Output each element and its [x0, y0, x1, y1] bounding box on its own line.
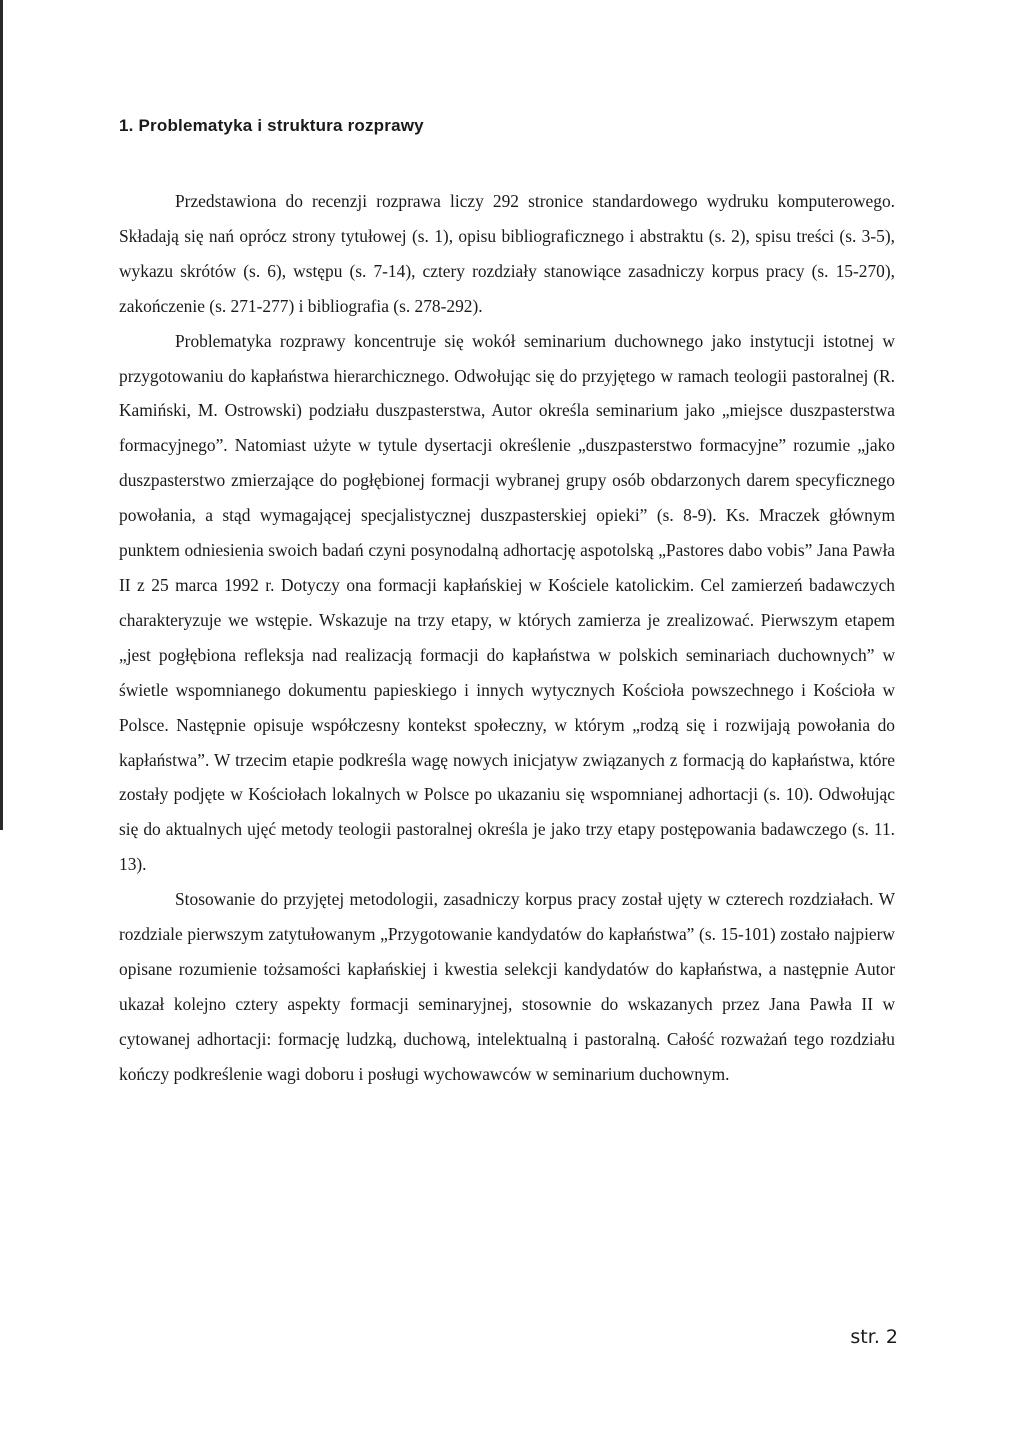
scan-edge: [0, 0, 3, 830]
page-number: str. 2: [850, 1326, 898, 1348]
body-text: [119, 184, 895, 1092]
paragraph-methodology: Stosowanie do przyjętej metodologii, zasadniczy korpus pracy został ujęty w czterech rozdziałach. W rozdziale pierwszym zatytułowanym „Przygotowanie kandydatów do kapłaństwa” (s. 15-101) zostało najpierw opisane rozumienie tożsamości kapłańskiej i kwestia selekcji kandydatów do kapłaństwa, a następnie Autor ukazał kolejno cztery aspekty formacji seminaryjnej, stosownie do wskazanych przez Jana Pawła II w cytowanej adhortacji: formację ludzką, duchową, intelektualną i pastoralną. Całość rozważań tego rozdziału kończy podkreślenie wagi doboru i posługi wychowawców w seminarium duchownym.: [119, 889, 895, 1084]
section-heading: 1. Problematyka i struktura rozprawy: [119, 116, 424, 135]
paragraph-structure: Przedstawiona do recenzji rozprawa liczy 292 stronice standardowego wydruku komputerowego. Składają się nań oprócz strony tytułowej (s. 1), opisu bibliograficznego i abstraktu (s. 2), spisu treści (s. 3-5), wykazu skrótów (s. 6), wstępu (s. 7-14), cztery rozdziały stanowiące zasadniczy korpus pracy (s. 15-270), zakończenie (s. 271-277) i bibliografia (s. 278-292).: [119, 191, 895, 316]
paragraph-problematics: Problematyka rozprawy koncentruje się wokół seminarium duchownego jako instytucji istotnej w przygotowaniu do kapłaństwa hierarchicznego. Odwołując się do przyjętego w ramach teologii pastoralnej (R. Kamiński, M. Ostrowski) podziału duszpasterstwa, Autor określa seminarium jako „miejsce duszpasterstwa formacyjnego”. Natomiast użyte w tytule dysertacji określenie „duszpasterstwo formacyjne” rozumie „jako duszpasterstwo zmierzające do pogłębionej formacji wybranej grupy osób obdarzonych darem specyficznego powołania, a stąd wymagającej specjalistycznej duszpasterskiej opieki” (s. 8-9). Ks. Mraczek głównym punktem odniesienia swoich badań czyni posynodalną adhortację aspotolską „Pastores dabo vobis” Jana Pawła II z 25 marca 1992 r. Dotyczy ona formacji kapłańskiej w Kościele katolickim. Cel zamierzeń badawczych charakteryzuje we wstępie. Wskazuje na trzy etapy, w których zamierza je zrealizować. Pierwszym etapem „jest pogłębiona refleksja nad realizacją formacji do kapłaństwa w polskich seminariach duchownych” w świetle wspomnianego dokumentu papieskiego i innych wytycznych Kościoła powszechnego i Kościoła w Polsce. Następnie opisuje współczesny kontekst społeczny, w którym „rodzą się i rozwijają powołania do kapłaństwa”. W trzecim etapie podkreśla wagę nowych inicjatyw związanych z formacją do kapłaństwa, które zostały podjęte w Kościołach lokalnych w Polsce po ukazaniu się wspomnianej adhortacji (s. 10). Odwołując się do aktualnych ujęć metody teologii pastoralnej określa je jako trzy etapy postępowania badawczego (s. 11. 13).: [119, 330, 895, 875]
